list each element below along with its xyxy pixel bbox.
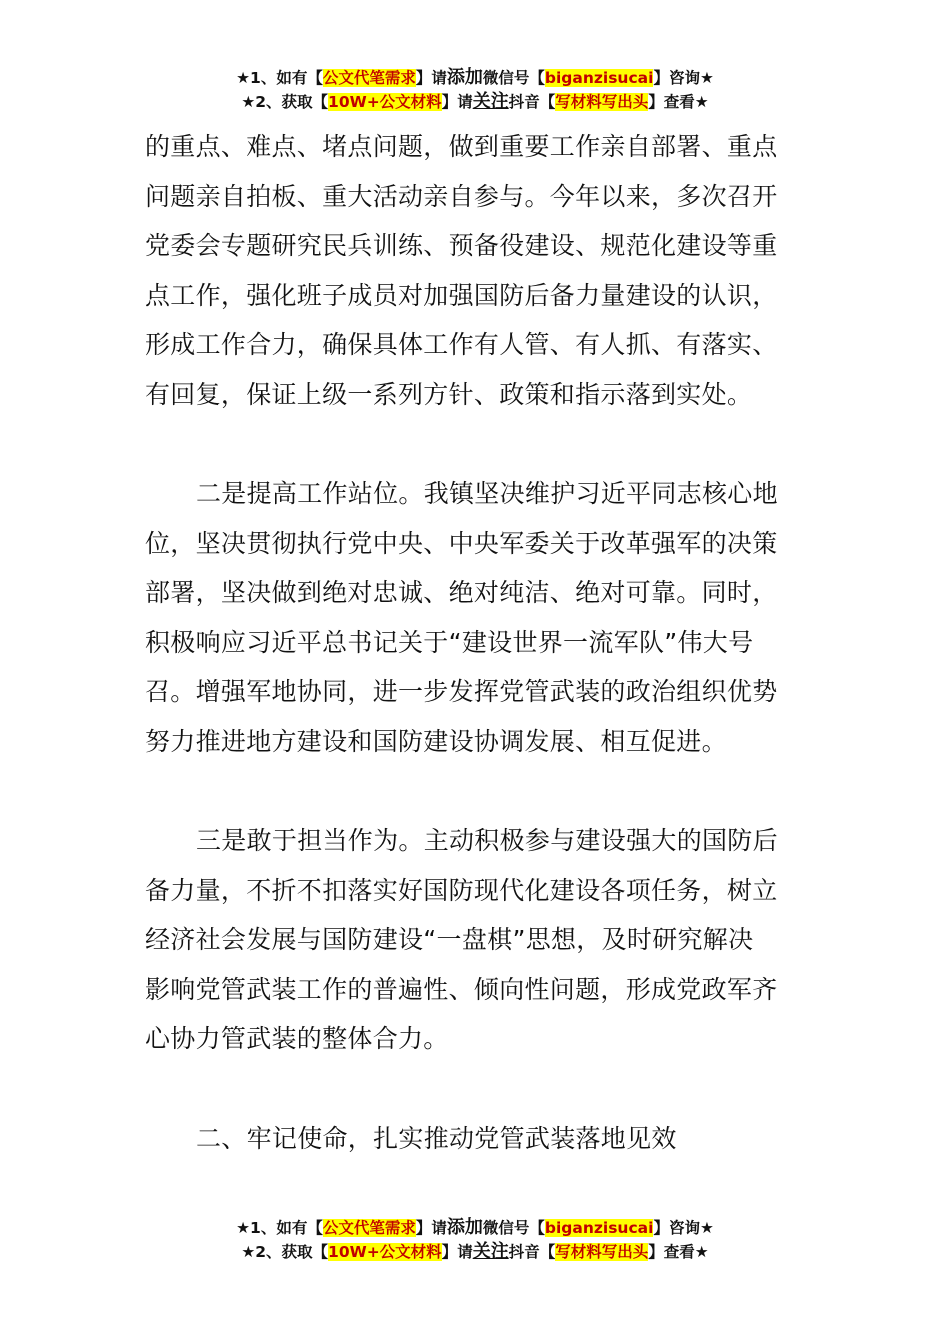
text-line: 点工作，强化班子成员对加强国防后备力量建设的认识， — [145, 280, 778, 310]
paragraph-take-responsibility — [145, 816, 810, 1064]
document-body — [145, 122, 810, 1163]
banner-line-2: ★2、获取【10W+公文材料】请关注抖音【写材料写出头】查看★ — [241, 1241, 709, 1262]
banner-line-1: ★1、如有【公文代笔需求】请添加微信号【biganzisucai】咨询★ — [236, 67, 714, 88]
text-line: 位，坚决贯彻执行党中央、中央军委关于改革强军的决策 — [145, 528, 778, 558]
wechat-id: biganzisucai — [544, 69, 654, 87]
banner-highlight: 公文代笔需求 — [322, 1219, 416, 1237]
banner-line-1: ★1、如有【公文代笔需求】请添加微信号【biganzisucai】咨询★ — [236, 1217, 714, 1238]
banner-highlight: 10W+公文材料 — [328, 1243, 442, 1261]
text-line: 问题亲自拍板、重大活动亲自参与。今年以来，多次召开 — [145, 181, 778, 211]
wechat-id: biganzisucai — [544, 1219, 654, 1237]
text-line: 的重点、难点、堵点问题，做到重要工作亲自部署、重点 — [145, 132, 778, 161]
paragraph-raise-position — [145, 469, 810, 766]
banner-highlight: 公文代笔需求 — [322, 69, 416, 87]
text-line: 积极响应习近平总书记关于“建设世界一流军队”伟大号 — [145, 627, 754, 657]
footer-banner — [0, 1216, 950, 1264]
banner-line-2: ★2、获取【10W+公文材料】请关注抖音【写材料写出头】查看★ — [241, 91, 709, 112]
paragraph-continued — [145, 122, 810, 419]
douyin-id: 写材料写出头 — [555, 1243, 649, 1261]
text-line: 部署，坚决做到绝对忠诚、绝对纯洁、绝对可靠。同时， — [145, 578, 778, 607]
text-line: 三是敢于担当作为。主动积极参与建设强大的国防后 — [196, 826, 778, 855]
text-line: 召。增强军地协同，进一步发挥党管武装的政治组织优势 — [145, 677, 778, 706]
text-line: 努力推进地方建设和国防建设协调发展、相互促进。 — [145, 726, 727, 756]
text-line: 形成工作合力，确保具体工作有人管、有人抓、有落实、 — [145, 330, 778, 359]
text-line: 经济社会发展与国防建设“一盘棋”思想，及时研究解决 — [145, 925, 754, 954]
text-line: 备力量，不折不扣落实好国防现代化建设各项任务，树立 — [145, 875, 778, 905]
douyin-id: 写材料写出头 — [555, 93, 649, 111]
section-heading: 二、牢记使命，扎实推动党管武装落地见效 — [196, 1123, 677, 1153]
header-banner — [0, 66, 950, 114]
text-line: 二是提高工作站位。我镇坚决维护习近平同志核心地 — [196, 479, 778, 508]
text-line: 有回复，保证上级一系列方针、政策和指示落到实处。 — [145, 379, 753, 409]
text-line: 影响党管武装工作的普遍性、倾向性问题，形成党政军齐 — [145, 974, 778, 1004]
text-line: 心协力管武装的整体合力。 — [145, 1024, 449, 1053]
banner-highlight: 10W+公文材料 — [328, 93, 442, 111]
text-line: 党委会专题研究民兵训练、预备役建设、规范化建设等重 — [145, 231, 778, 260]
